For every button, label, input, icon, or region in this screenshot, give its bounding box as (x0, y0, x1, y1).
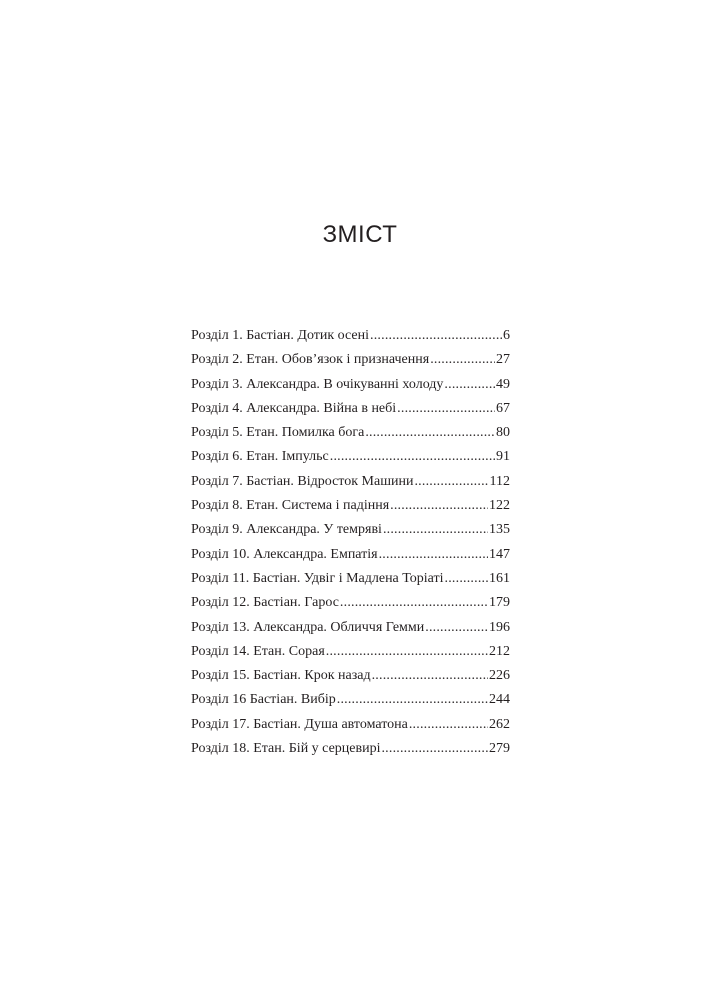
toc-dot-leader (326, 640, 488, 664)
toc-entry (191, 567, 510, 591)
toc-entry (191, 324, 510, 348)
toc-entry-title: Розділ 3. Александра. В очікуванні холоду (191, 376, 444, 392)
toc-dot-leader (425, 616, 488, 640)
toc-entry (191, 470, 510, 494)
toc-entry-title: Розділ 14. Етан. Сорая (191, 643, 325, 659)
toc-entry-page-number: 161 (489, 570, 510, 586)
toc-entry-title: Розділ 8. Етан. Система і падіння (191, 498, 390, 514)
toc-entry-title: Розділ 17. Бастіан. Душа автоматона (191, 716, 408, 732)
toc-entry-title: Розділ 5. Етан. Помилка бога (191, 425, 365, 441)
toc-entry-page-number: 135 (489, 522, 510, 538)
toc-entry-page-number: 6 (503, 328, 510, 343)
toc-dot-leader (379, 543, 488, 567)
toc-entry-page-number: 67 (496, 400, 510, 416)
toc-dot-leader (370, 324, 502, 348)
toc-entry (191, 543, 510, 567)
toc-entry-page-number: 147 (489, 546, 510, 562)
toc-entry-title: Розділ 9. Александра. У темряві (191, 522, 382, 538)
toc-entry-title: Розділ 18. Етан. Бій у серцевирі (191, 741, 381, 757)
toc-entry-title: Розділ 4. Александра. Війна в небі (191, 400, 397, 416)
toc-entry-title: Розділ 15. Бастіан. Крок назад (191, 668, 371, 684)
toc-dot-leader (445, 567, 488, 591)
toc-entry-page-number: 91 (496, 449, 510, 465)
toc-entry (191, 373, 510, 397)
toc-entry (191, 737, 510, 761)
toc-entry-title: Розділ 11. Бастіан. Удвіг і Мадлена Торіаті (191, 570, 444, 586)
toc-entry (191, 421, 510, 445)
toc-entry (191, 688, 510, 712)
toc-dot-leader (397, 397, 495, 421)
toc-entry-page-number: 279 (489, 741, 510, 757)
toc-entry-title: Розділ 12. Бастіан. Гарос (191, 595, 339, 611)
toc-entry (191, 494, 510, 518)
toc-dot-leader (365, 421, 495, 445)
toc-entry-title: Розділ 2. Етан. Обов’язок і призначення (191, 352, 430, 368)
toc-dot-leader (383, 518, 488, 542)
page-title: ЗМІСТ (322, 221, 398, 248)
toc-entry (191, 591, 510, 615)
toc-entry (191, 518, 510, 542)
toc-entry-page-number: 226 (489, 668, 510, 684)
toc-dot-leader (381, 737, 488, 761)
toc-entry (191, 445, 510, 469)
toc-entry-page-number: 122 (489, 498, 510, 514)
toc-dot-leader (409, 713, 488, 737)
toc-entry (191, 713, 510, 737)
toc-entry-page-number: 179 (489, 595, 510, 611)
toc-entry-page-number: 80 (496, 425, 510, 441)
toc-entry-title: Розділ 1. Бастіан. Дотик осені (191, 328, 370, 343)
toc-entry-title: Розділ 6. Етан. Імпульс (191, 449, 329, 465)
toc-dot-leader (340, 591, 488, 615)
table-of-contents (191, 324, 510, 761)
toc-entry (191, 616, 510, 640)
toc-entry-page-number: 262 (489, 716, 510, 732)
toc-entry (191, 664, 510, 688)
toc-entry-page-number: 212 (489, 643, 510, 659)
toc-entry-page-number: 112 (489, 473, 510, 489)
toc-entry-title: Розділ 10. Александра. Емпатія (191, 546, 378, 562)
toc-entry-title: Розділ 13. Александра. Обличчя Гемми (191, 619, 425, 635)
toc-dot-leader (372, 664, 488, 688)
toc-dot-leader (337, 688, 488, 712)
toc-dot-leader (330, 445, 495, 469)
toc-entry-page-number: 196 (489, 619, 510, 635)
toc-entry-page-number: 49 (496, 376, 510, 392)
toc-entry-page-number: 27 (496, 352, 510, 368)
toc-dot-leader (430, 348, 495, 372)
toc-entry-title: Розділ 16 Бастіан. Вибір (191, 692, 336, 708)
toc-entry (191, 397, 510, 421)
toc-dot-leader (444, 373, 495, 397)
toc-entry-title: Розділ 7. Бастіан. Відросток Машини (191, 473, 414, 489)
toc-entry (191, 640, 510, 664)
toc-dot-leader (390, 494, 488, 518)
toc-entry (191, 348, 510, 372)
toc-dot-leader (414, 470, 488, 494)
toc-entry-page-number: 244 (489, 692, 510, 708)
